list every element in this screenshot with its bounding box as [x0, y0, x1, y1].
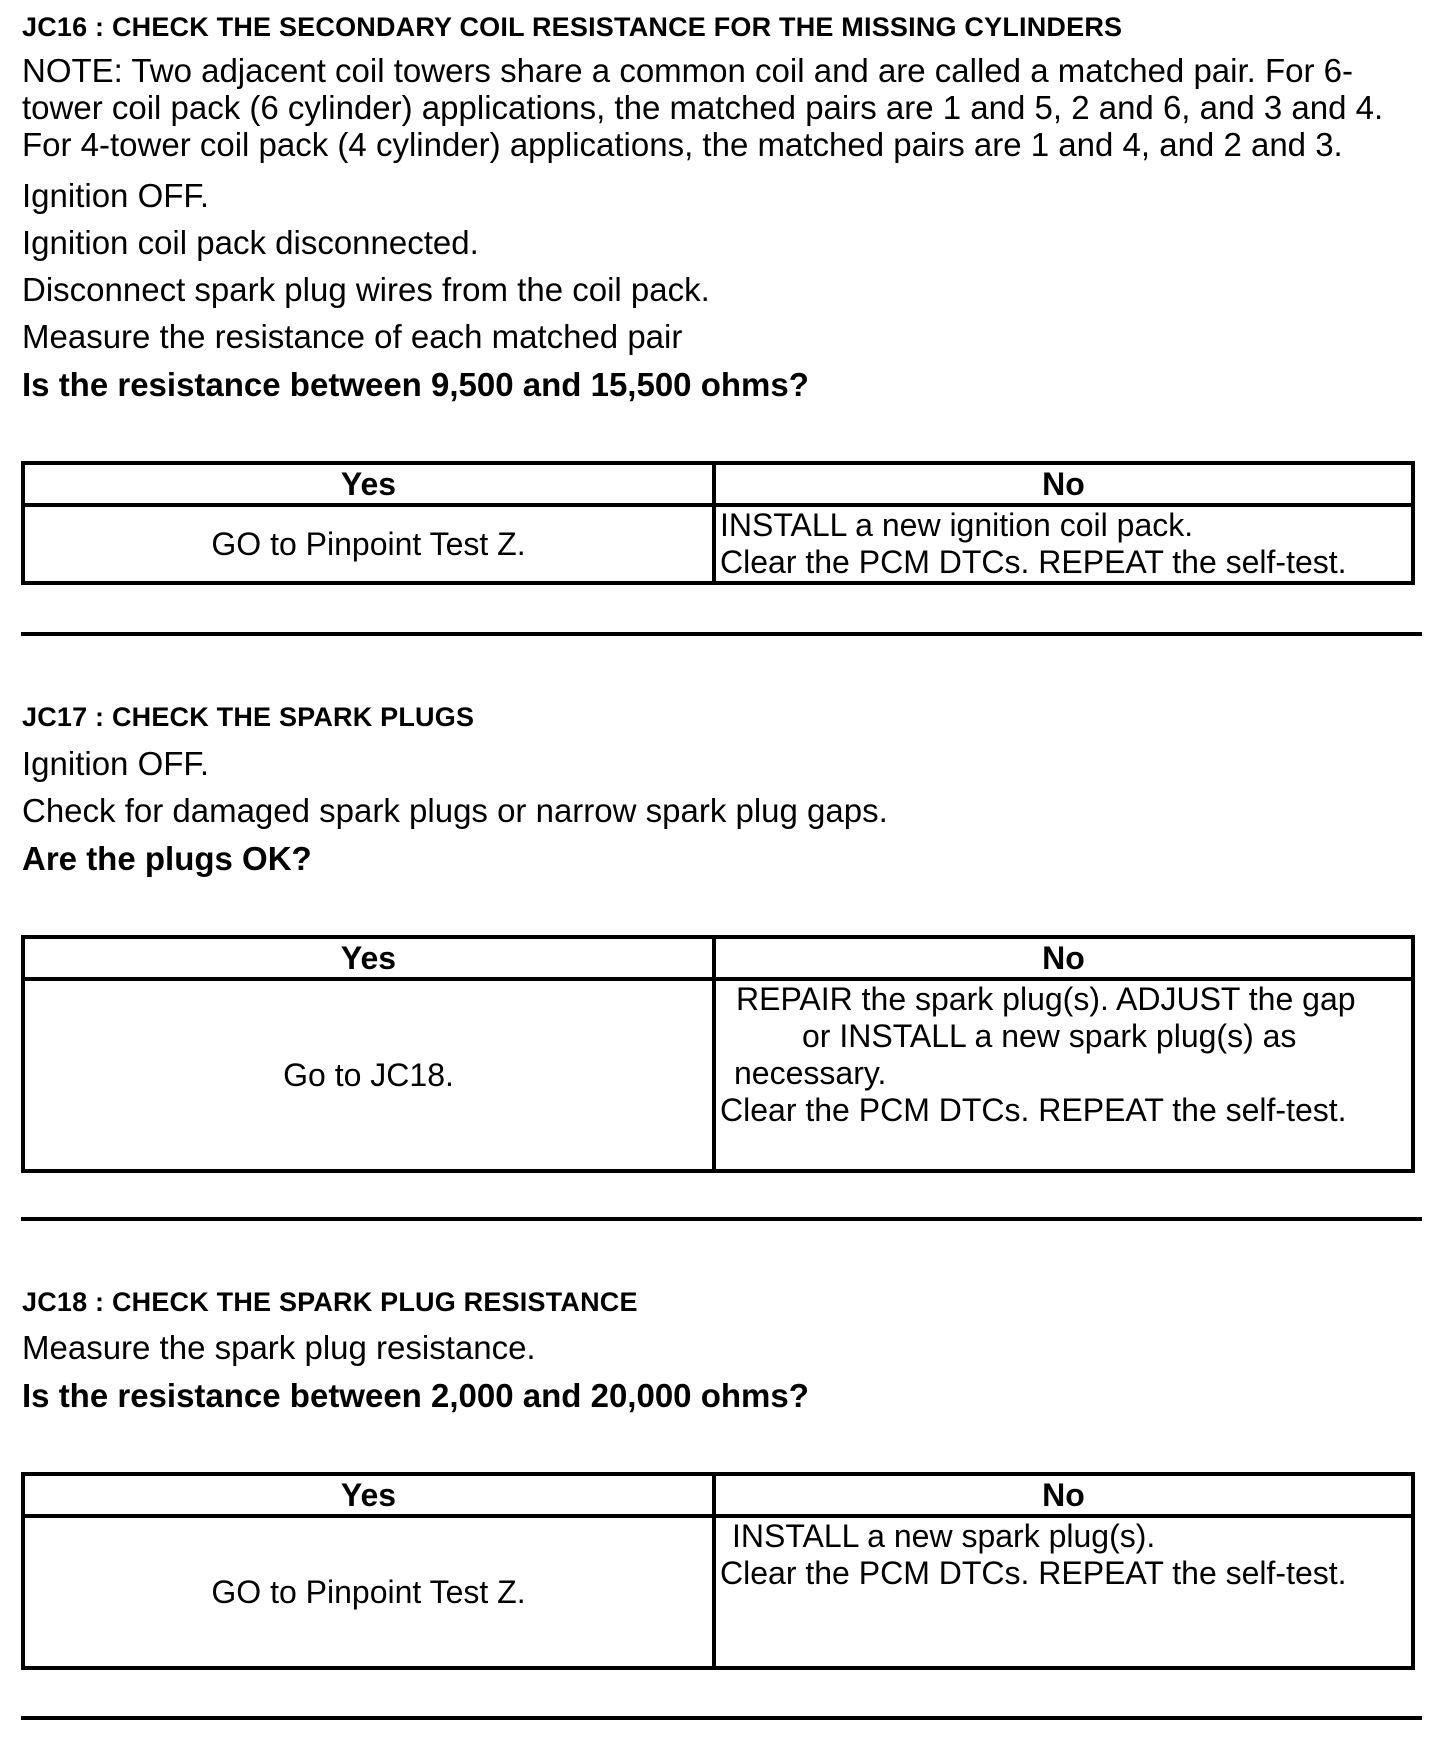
- no-action-line: REPAIR the spark plug(s). ADJUST the gap: [736, 981, 1356, 1017]
- step-question-jc16: Is the resistance between 9,500 and 15,500 ohms?: [22, 366, 809, 403]
- yes-header: Yes: [23, 937, 714, 979]
- instruction-check-plugs: Check for damaged spark plugs or narrow spark plug gaps.: [22, 792, 888, 829]
- yes-action: GO to Pinpoint Test Z.: [23, 505, 714, 583]
- no-action-line: or INSTALL a new spark plug(s) as: [802, 1018, 1297, 1054]
- section-divider: [21, 632, 1422, 636]
- yes-action: Go to JC18.: [23, 979, 714, 1171]
- decision-table-jc17: [21, 935, 1415, 1173]
- note-text: NOTE: Two adjacent coil towers share a common coil and are called a matched pair. For 6-tower coil pack (6 cylinder) applications, the matched pairs are 1 and 5, 2 and 6, and 3 and 4. For 4-tower coil pack (4 cylinder) applications, the matched pairs are 1 and 4, and 2 and 3.: [22, 52, 1384, 163]
- instruction-measure-pairs: Measure the resistance of each matched pair: [22, 318, 683, 355]
- yes-action: GO to Pinpoint Test Z.: [23, 1516, 714, 1668]
- no-header: No: [714, 937, 1413, 979]
- step-question-jc18: Is the resistance between 2,000 and 20,000 ohms?: [22, 1377, 809, 1414]
- instruction-measure-plug: Measure the spark plug resistance.: [22, 1329, 536, 1366]
- no-header: No: [714, 463, 1413, 505]
- no-action-line: INSTALL a new spark plug(s).: [732, 1518, 1156, 1554]
- decision-table-jc18: [21, 1472, 1415, 1670]
- section-divider: [21, 1716, 1422, 1720]
- step-title-jc18: JC18 : CHECK THE SPARK PLUG RESISTANCE: [22, 1287, 638, 1317]
- no-action-line: Clear the PCM DTCs. REPEAT the self-test.: [720, 1092, 1347, 1128]
- instruction-disconnect-wires: Disconnect spark plug wires from the coil pack.: [22, 271, 710, 308]
- no-action: [714, 1516, 1413, 1668]
- no-action: [714, 979, 1413, 1171]
- no-header: No: [714, 1474, 1413, 1516]
- instruction-coil-disconnected: Ignition coil pack disconnected.: [22, 224, 479, 261]
- step-title-jc17: JC17 : CHECK THE SPARK PLUGS: [22, 702, 475, 732]
- instruction-ignition-off: Ignition OFF.: [22, 745, 210, 782]
- no-action-line: Clear the PCM DTCs. REPEAT the self-test.: [720, 1555, 1347, 1591]
- section-divider: [21, 1217, 1422, 1221]
- decision-table-jc16: [21, 461, 1415, 585]
- instruction-ignition-off: Ignition OFF.: [22, 177, 210, 214]
- yes-header: Yes: [23, 1474, 714, 1516]
- yes-header: Yes: [23, 463, 714, 505]
- no-action-line: INSTALL a new ignition coil pack.: [720, 507, 1194, 543]
- no-action: [714, 505, 1413, 583]
- no-action-line: necessary.: [734, 1055, 887, 1091]
- no-action-line: Clear the PCM DTCs. REPEAT the self-test.: [720, 544, 1347, 580]
- step-title-jc16: JC16 : CHECK THE SECONDARY COIL RESISTANCE FOR THE MISSING CYLINDERS: [22, 12, 1123, 42]
- step-question-jc17: Are the plugs OK?: [22, 840, 312, 877]
